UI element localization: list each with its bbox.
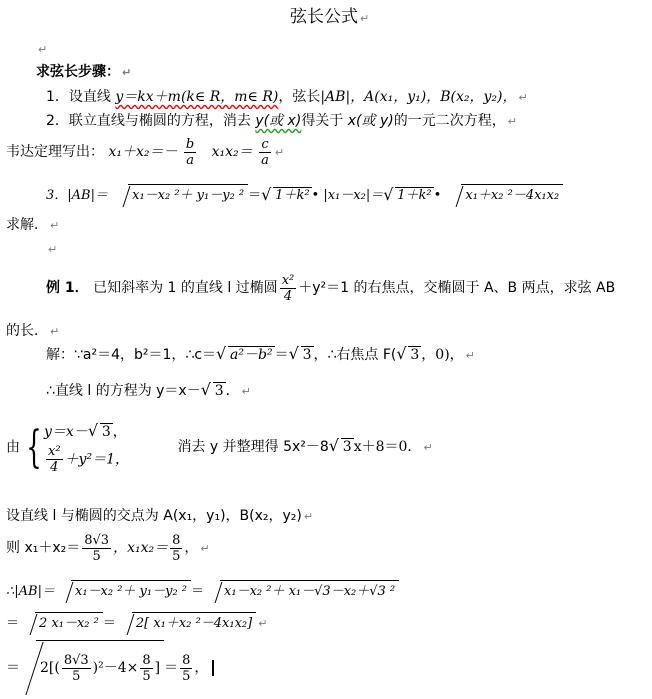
step-1-points: ，A(x₁，y₁)，B(x₂，y₂)， [350, 89, 517, 105]
sol-8-c: ， [194, 660, 209, 676]
frac-8-5 [140, 653, 152, 684]
paragraph-mark: ↵ [258, 617, 268, 630]
equals: ＝ [102, 616, 116, 631]
ab-final [6, 640, 214, 693]
sqrt-radical [116, 612, 256, 633]
vieta-results [6, 530, 210, 567]
paragraph-mark: ↵ [274, 146, 285, 159]
page-title [290, 6, 369, 30]
example-text-3: 的长． [6, 323, 48, 339]
radicand: 3 [342, 439, 352, 455]
frac-den: 5 [182, 668, 191, 684]
vieta-prod: x₁x₂＝ [211, 144, 253, 160]
paragraph-mark: ↵ [423, 441, 433, 454]
sol-6-a: ∴|AB|＝ [6, 584, 55, 599]
elim-a: 消去 y 并整理得 5x²－8 [177, 439, 329, 455]
elim-b: x＋8＝0． [353, 439, 422, 455]
solution-line-1 [46, 346, 475, 365]
frac-num: 8 [182, 652, 191, 668]
step-3-prefix: 3．|AB|＝ [46, 188, 108, 203]
frac-den: 4 [283, 288, 293, 304]
sqrt-radical [55, 580, 191, 601]
example-1 [46, 270, 615, 306]
solve-text: 求解． [6, 217, 48, 233]
step-1-prefix: 1．设直线 [46, 89, 111, 105]
steps-heading [36, 63, 131, 82]
sqrt-radical [383, 187, 433, 205]
sol-4: 设直线 l 与椭圆的交点为 A(x₁，y₁)，B(x₂，y₂) [6, 508, 302, 524]
frac-8sqrt3-5 [82, 533, 111, 564]
radicand: 1＋k² [275, 188, 310, 203]
radicand: 3 [101, 424, 111, 440]
frac-den: 4 [50, 460, 59, 475]
solve-line [6, 216, 59, 235]
sqrt-radical [88, 420, 113, 444]
frac-num: x² [48, 444, 61, 459]
step-1 [46, 88, 528, 107]
radicand: a²－b² [230, 347, 273, 363]
sqrt-radical [112, 184, 248, 205]
example-text-2: ＋y²＝1 的右焦点，交椭圆于 A、B 两点，求弦 AB [298, 280, 616, 296]
radicand [36, 640, 164, 693]
vieta-label: 韦达定理写出： [6, 144, 104, 160]
vieta-line [6, 134, 284, 171]
title-text: 弦长公式 [290, 7, 358, 27]
step-3-dot2: • [433, 188, 442, 203]
radicand: x₁－x₂ ²＋ y₁－y₂ ² [128, 184, 248, 205]
radicand: x₁－x₂ ²＋ x₁－√3－x₂＋√3 ² [220, 580, 399, 601]
ellipse-frac [280, 273, 297, 304]
step-1-ab: |AB| [320, 89, 351, 105]
eliminate-text [177, 435, 432, 460]
frac-den: 5 [172, 548, 181, 564]
ab-line-2 [6, 612, 267, 633]
paragraph-mark: ↵ [360, 12, 370, 25]
sol-2-b: ． [225, 383, 240, 399]
step-3-dot1: • |x₁－x₂|＝ [311, 188, 384, 203]
paragraph-mark: ↵ [48, 243, 58, 256]
sol-5-a: 则 x₁＋x₂＝ [6, 540, 81, 556]
example-text-1: 已知斜率为 1 的直线 l 过椭圆 [93, 280, 278, 296]
radicand: x₁＋x₂ ²－4x₁x₂ [461, 184, 563, 205]
sys-frac [46, 444, 63, 475]
equals: ＝ [6, 616, 20, 631]
sqrt-radical [396, 346, 421, 364]
frac-num: b [185, 136, 195, 152]
paragraph-mark: ↵ [38, 43, 48, 56]
solution-line-2 [46, 382, 251, 401]
radicand: 3 [302, 347, 312, 363]
sys-2-b: ＋y²＝1， [64, 451, 129, 468]
sol-1-d: ，0)， [421, 347, 464, 363]
sqrt-radical [216, 346, 275, 364]
frac-8-5 [170, 533, 182, 564]
frac-den: 5 [72, 668, 81, 684]
steps-heading-text: 求弦长步骤： [36, 64, 120, 80]
radicand: 2 x₁－x₂ ² [35, 612, 103, 633]
radicand: 3 [214, 383, 224, 399]
equals: ＝ [248, 188, 262, 203]
radicand: 3 [410, 347, 420, 363]
example-1-cont [6, 322, 59, 341]
step-3 [46, 184, 563, 205]
sqrt-radical [19, 612, 103, 633]
sqrt-radical [201, 382, 226, 400]
frac-8sqrt3-5 [62, 653, 91, 684]
vieta-frac-ca [259, 137, 271, 168]
frac-den: a [186, 152, 194, 168]
step-1-mid: ，弦长 [278, 89, 321, 105]
frac-num: 8 [172, 532, 181, 548]
frac-den: 5 [142, 668, 151, 684]
frac-den: a [261, 152, 269, 168]
sol-5-c: ， [184, 540, 199, 556]
system-line [6, 420, 433, 475]
rad-b: )²－4× [92, 660, 139, 676]
vieta-frac-ba [184, 137, 196, 168]
step-2-b: 得关于 [301, 113, 348, 129]
step-1-line-eq: y＝kx＋m(k∈ R，m∈ R) [115, 89, 279, 105]
sol-1-b: ＝ [274, 347, 289, 363]
paragraph-mark: ↵ [241, 385, 251, 398]
rad-c: ] [154, 660, 161, 676]
radicand: 1＋k² [397, 188, 432, 203]
paragraph-mark: ↵ [465, 349, 475, 362]
sqrt-radical [329, 435, 354, 459]
sys-1-b: ， [112, 424, 127, 440]
paragraph-mark: ↵ [122, 66, 132, 79]
sys-1-a: y＝x－ [44, 424, 88, 440]
radicand: x₁－x₂ ²＋ y₁－y₂ ² [71, 580, 191, 601]
sqrt-radical [204, 580, 399, 601]
intersection-line [6, 507, 313, 526]
frac-8-5 [180, 653, 192, 684]
step-2-c: 的一元二次方程， [393, 113, 506, 129]
sqrt-radical [261, 187, 311, 205]
ab-line [6, 580, 399, 601]
brace-icon: { [26, 421, 42, 473]
equals: ＝ [6, 660, 20, 676]
paragraph-mark: ↵ [50, 325, 60, 338]
blank-line [36, 40, 47, 59]
step-2-x: x(或 y) [347, 113, 394, 129]
sqrt-radical [289, 346, 314, 364]
equals: ＝ [191, 584, 205, 599]
radicand: 2[ x₁＋x₂ ²－4x₁x₂] [132, 612, 256, 633]
paragraph-mark: ↵ [507, 115, 517, 128]
step-2-y: y(或 x) [255, 113, 302, 129]
sol-2-a: ∴直线 l 的方程为 y＝x－ [46, 383, 201, 399]
sqrt-radical [445, 184, 563, 205]
step-2-a: 2．联立直线与椭圆的方程，消去 [46, 113, 256, 129]
sqrt-radical [20, 640, 164, 693]
system-prefix: 由 [6, 439, 20, 456]
step-2 [46, 112, 517, 131]
paragraph-mark: ↵ [50, 219, 60, 232]
frac-num: 8√3 [84, 532, 110, 548]
paragraph-mark: ↵ [200, 542, 210, 555]
paragraph-mark: ↵ [303, 510, 314, 523]
sol-1-a: 解：∵a²＝4，b²＝1，∴c＝ [46, 347, 217, 363]
rad-a: 2[( [40, 660, 60, 676]
frac-num: c [259, 137, 271, 153]
blank-line [46, 240, 57, 259]
frac-den: 5 [92, 548, 101, 564]
frac-num: 8√3 [63, 652, 89, 668]
equals: ＝ [164, 660, 179, 676]
equation-system [44, 420, 129, 475]
sol-1-c: ，∴右焦点 F( [313, 347, 397, 363]
example-label: 例 1． [46, 280, 89, 296]
frac-num: x² [281, 272, 295, 288]
frac-num: 8 [142, 652, 151, 668]
paragraph-mark: ↵ [518, 91, 528, 104]
text-cursor[interactable] [212, 660, 214, 676]
vieta-sum: x₁＋x₂＝－ [108, 144, 178, 160]
sol-5-b: ，x₁x₂＝ [113, 540, 169, 556]
